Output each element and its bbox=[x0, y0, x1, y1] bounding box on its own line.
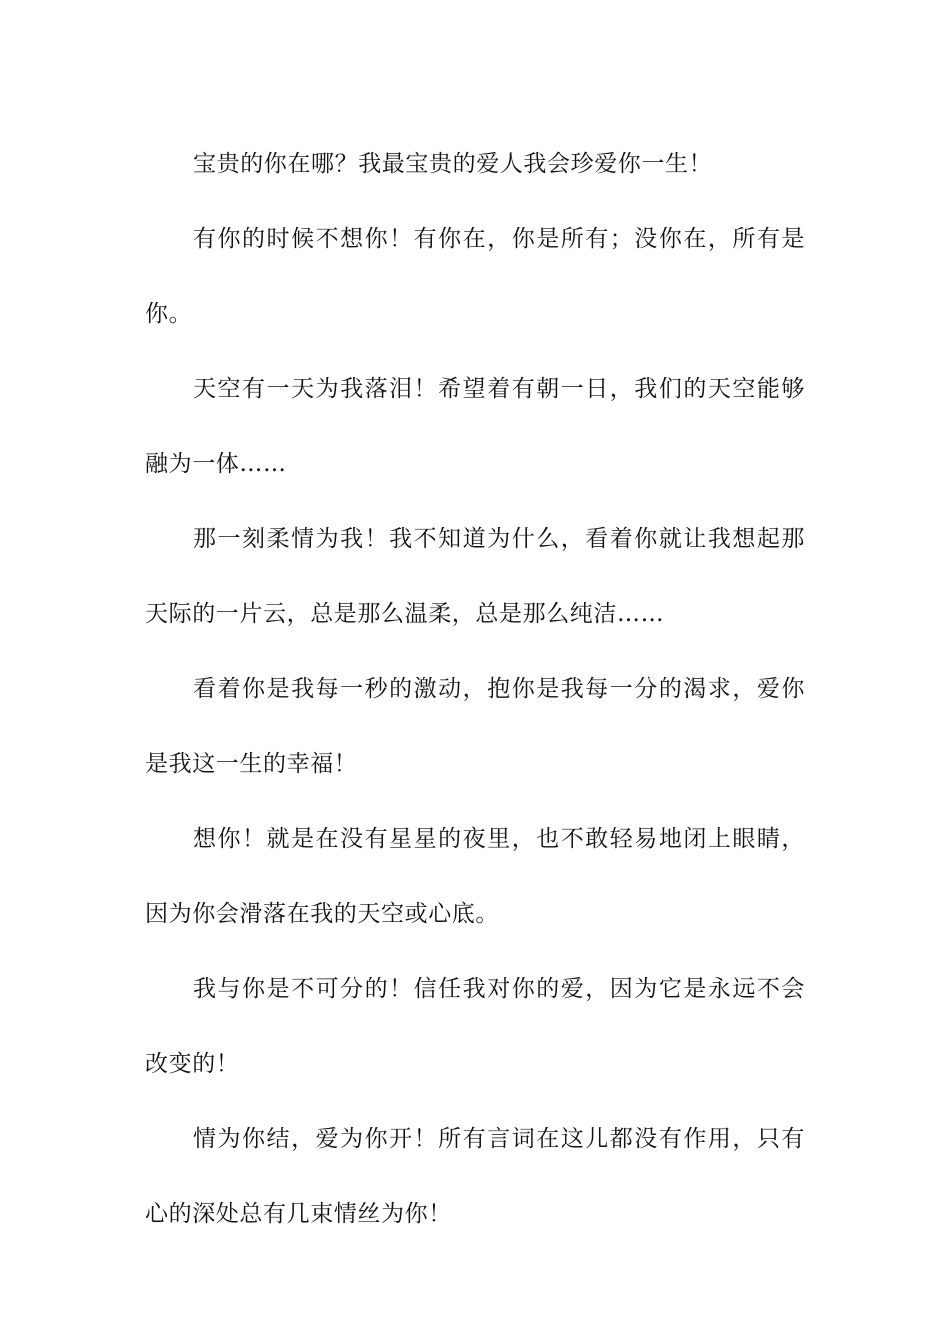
paragraph-1: 宝贵的你在哪？我最宝贵的爱人我会珍爱你一生！ bbox=[193, 151, 713, 177]
paragraph-3: 天空有一天为我落泪！希望着有朝一日，我们的天空能够融为一体…… bbox=[145, 376, 805, 477]
paragraph-2: 有你的时候不想你！有你在，你是所有；没你在，所有是你。 bbox=[145, 226, 805, 327]
paragraph-7: 我与你是不可分的！信任我对你的爱，因为它是永远不会改变的！ bbox=[145, 976, 805, 1077]
document-body bbox=[145, 127, 805, 1252]
paragraph-4: 那一刻柔情为我！我不知道为什么，看着你就让我想起那天际的一片云，总是那么温柔，总是那么纯洁…… bbox=[145, 526, 805, 627]
paragraph-5: 看着你是我每一秒的激动，抱你是我每一分的渴求，爱你是我这一生的幸福！ bbox=[145, 676, 805, 777]
paragraph-8: 情为你结，爱为你开！所有言词在这儿都没有作用，只有心的深处总有几束情丝为你！ bbox=[145, 1126, 805, 1227]
paragraph-6: 想你！就是在没有星星的夜里，也不敢轻易地闭上眼睛，因为你会滑落在我的天空或心底。 bbox=[145, 826, 805, 927]
